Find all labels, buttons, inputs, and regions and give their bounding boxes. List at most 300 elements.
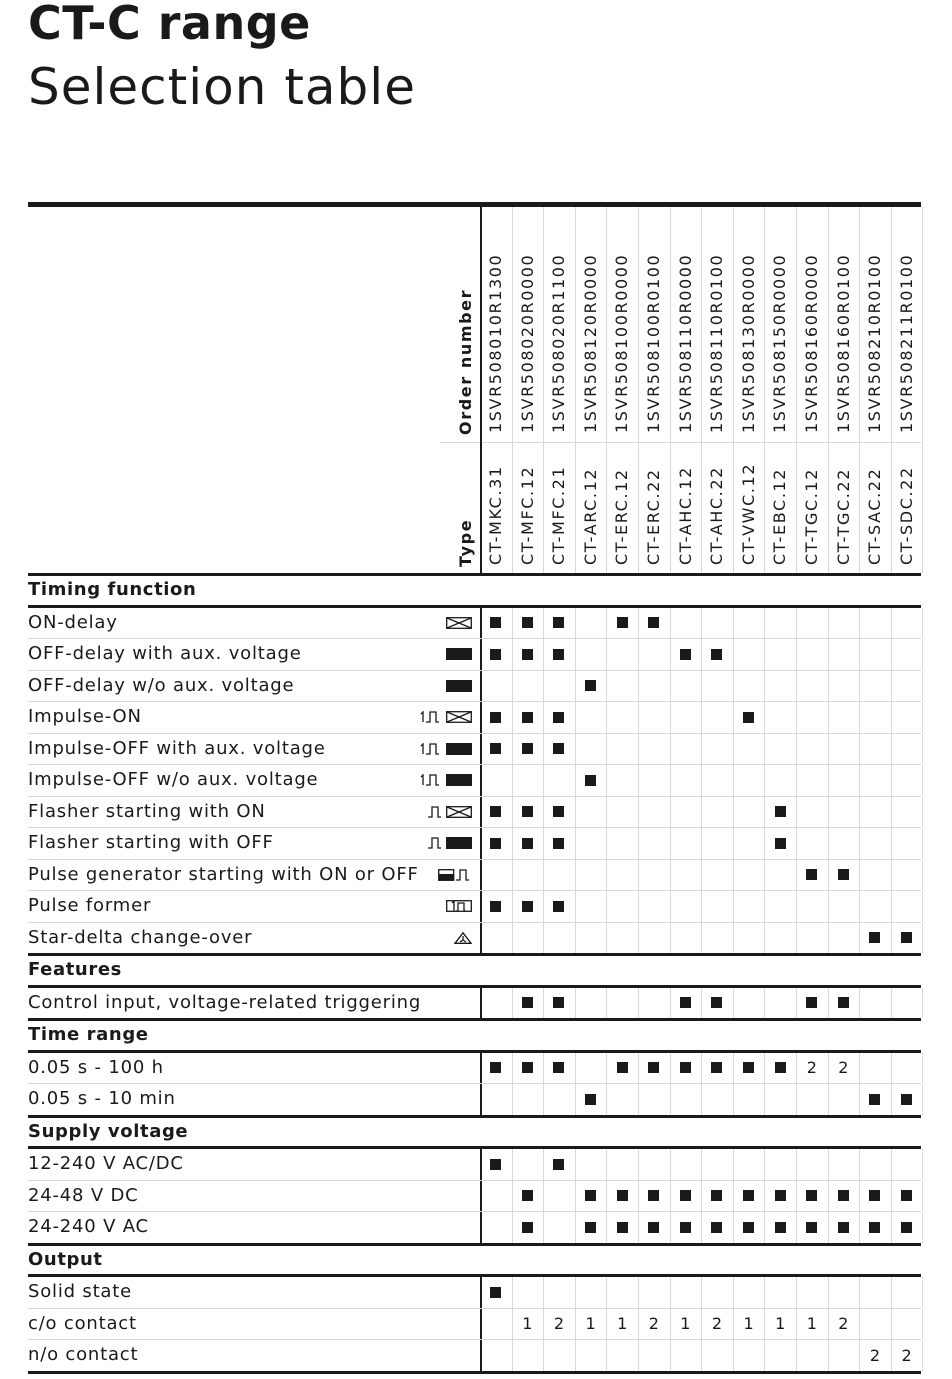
table-cell bbox=[701, 1212, 733, 1243]
column-divider bbox=[859, 1277, 860, 1308]
table-row bbox=[28, 1340, 921, 1371]
table-cell bbox=[670, 1309, 702, 1340]
cell-value: 1 bbox=[806, 1314, 817, 1334]
row-label: n/o contact bbox=[28, 1344, 139, 1365]
column-divider bbox=[733, 765, 734, 796]
table-cell bbox=[512, 1309, 544, 1340]
selected-mark bbox=[617, 1222, 628, 1233]
type-name: CT-VWC.12 bbox=[738, 462, 758, 565]
row-label: Pulse generator starting with ON or OFF bbox=[28, 863, 419, 885]
row-label: OFF-delay with aux. voltage bbox=[28, 643, 302, 664]
order-number: 1SVR508211R0100 bbox=[896, 253, 916, 433]
selected-mark bbox=[585, 1222, 596, 1233]
column-divider bbox=[480, 1084, 482, 1115]
column-divider bbox=[733, 828, 734, 859]
column-divider bbox=[859, 860, 860, 891]
selected-mark bbox=[680, 997, 691, 1008]
table-cell bbox=[512, 828, 544, 859]
selected-mark bbox=[553, 838, 564, 849]
column-divider bbox=[606, 1149, 607, 1180]
selected-mark bbox=[680, 1190, 691, 1201]
flasher-off-icon bbox=[428, 837, 472, 853]
column-divider bbox=[828, 891, 829, 922]
table-cell bbox=[764, 797, 796, 828]
selected-mark bbox=[711, 1190, 722, 1201]
table-cell bbox=[575, 765, 607, 796]
column-divider bbox=[606, 891, 607, 922]
column-divider bbox=[922, 923, 923, 954]
cell-value: 1 bbox=[775, 1314, 786, 1334]
column-divider bbox=[575, 639, 576, 670]
column-divider bbox=[512, 207, 513, 573]
column-divider bbox=[575, 207, 576, 573]
column-divider bbox=[859, 891, 860, 922]
column-divider bbox=[891, 1277, 892, 1308]
cell-value: 2 bbox=[838, 1058, 849, 1078]
column-divider bbox=[638, 797, 639, 828]
column-divider bbox=[733, 207, 734, 573]
table-row bbox=[28, 671, 921, 702]
table-cell bbox=[512, 1181, 544, 1212]
column-divider bbox=[828, 1340, 829, 1371]
column-divider bbox=[859, 797, 860, 828]
column-divider bbox=[796, 671, 797, 702]
column-divider bbox=[796, 734, 797, 765]
table-row bbox=[28, 860, 921, 891]
cell-value: 2 bbox=[838, 1314, 849, 1334]
selected-mark bbox=[522, 1222, 533, 1233]
table-cell bbox=[764, 1181, 796, 1212]
table-row bbox=[28, 1212, 921, 1243]
column-divider bbox=[638, 1277, 639, 1308]
selected-mark bbox=[585, 1094, 596, 1105]
row-label: Solid state bbox=[28, 1281, 132, 1302]
column-divider bbox=[891, 1309, 892, 1340]
table-cell bbox=[575, 1309, 607, 1340]
selected-mark bbox=[743, 1222, 754, 1233]
pulse-former-icon bbox=[446, 900, 472, 916]
column-divider bbox=[606, 671, 607, 702]
table-cell bbox=[891, 1340, 923, 1371]
cell-value: 1 bbox=[585, 1314, 596, 1334]
column-divider bbox=[764, 1340, 765, 1371]
table-cell bbox=[859, 1084, 891, 1115]
selected-mark bbox=[743, 712, 754, 723]
column-divider bbox=[701, 797, 702, 828]
column-divider bbox=[733, 1149, 734, 1180]
column-divider bbox=[606, 1340, 607, 1371]
table-cell bbox=[638, 608, 670, 639]
table-cell bbox=[701, 1181, 733, 1212]
column-divider bbox=[606, 1277, 607, 1308]
selected-mark bbox=[838, 1190, 849, 1201]
column-divider bbox=[575, 797, 576, 828]
cell-value: 2 bbox=[648, 1314, 659, 1334]
column-divider bbox=[701, 765, 702, 796]
table-cell bbox=[480, 1277, 512, 1308]
column-divider bbox=[922, 1084, 923, 1115]
order-number: 1SVR508100R0000 bbox=[612, 253, 632, 433]
on-delay-icon bbox=[446, 617, 472, 633]
table-row bbox=[28, 639, 921, 670]
selected-mark bbox=[648, 1062, 659, 1073]
column-divider bbox=[543, 923, 544, 954]
column-divider bbox=[638, 639, 639, 670]
type-name: CT-MFC.12 bbox=[517, 465, 537, 565]
table-cell bbox=[733, 1053, 765, 1084]
table-cell bbox=[828, 1181, 860, 1212]
selected-mark bbox=[553, 1062, 564, 1073]
selected-mark bbox=[522, 838, 533, 849]
column-divider bbox=[891, 891, 892, 922]
column-divider bbox=[859, 639, 860, 670]
column-divider bbox=[828, 1277, 829, 1308]
column-divider bbox=[480, 860, 482, 891]
column-divider bbox=[670, 1277, 671, 1308]
selected-mark bbox=[901, 932, 912, 943]
selected-mark bbox=[711, 649, 722, 660]
selected-mark bbox=[869, 1094, 880, 1105]
column-divider bbox=[480, 1181, 482, 1212]
table-cell bbox=[543, 1149, 575, 1180]
column-divider bbox=[575, 1053, 576, 1084]
table-cell bbox=[480, 702, 512, 733]
selected-mark bbox=[901, 1190, 912, 1201]
column-divider bbox=[828, 702, 829, 733]
selected-mark bbox=[743, 1062, 754, 1073]
table-cell bbox=[828, 1309, 860, 1340]
section-title: Features bbox=[28, 959, 122, 980]
column-divider bbox=[733, 988, 734, 1019]
column-divider bbox=[512, 1149, 513, 1180]
column-divider bbox=[670, 702, 671, 733]
table-cell bbox=[575, 1181, 607, 1212]
column-divider bbox=[670, 608, 671, 639]
table-cell bbox=[796, 1181, 828, 1212]
column-divider bbox=[764, 734, 765, 765]
column-divider bbox=[480, 765, 482, 796]
off-delay-icon bbox=[446, 648, 472, 664]
column-divider bbox=[764, 923, 765, 954]
table-cell bbox=[859, 1340, 891, 1371]
table-row bbox=[28, 828, 921, 859]
column-divider bbox=[796, 1149, 797, 1180]
selected-mark bbox=[711, 997, 722, 1008]
column-divider bbox=[733, 639, 734, 670]
column-divider bbox=[859, 765, 860, 796]
column-divider bbox=[606, 860, 607, 891]
table-row bbox=[28, 1181, 921, 1212]
type-name: CT-ERC.22 bbox=[644, 468, 663, 565]
table-cell bbox=[859, 1181, 891, 1212]
column-divider bbox=[606, 765, 607, 796]
column-divider bbox=[670, 828, 671, 859]
column-divider bbox=[512, 1084, 513, 1115]
column-divider bbox=[670, 891, 671, 922]
column-divider bbox=[922, 608, 923, 639]
cell-value: 2 bbox=[711, 1314, 723, 1334]
column-divider bbox=[828, 207, 829, 573]
table-cell bbox=[543, 797, 575, 828]
row-label: Impulse-OFF w/o aux. voltage bbox=[28, 769, 319, 790]
column-divider bbox=[828, 671, 829, 702]
row-label: 24-48 V DC bbox=[28, 1184, 139, 1206]
row-label: 0.05 s - 10 min bbox=[28, 1088, 176, 1109]
table-cell bbox=[512, 891, 544, 922]
flasher-on-icon bbox=[428, 806, 472, 822]
column-divider bbox=[670, 1084, 671, 1115]
column-divider bbox=[606, 702, 607, 733]
table-cell bbox=[480, 1053, 512, 1084]
column-divider bbox=[828, 734, 829, 765]
section-title: Timing function bbox=[28, 579, 197, 600]
column-divider bbox=[859, 671, 860, 702]
column-divider bbox=[891, 860, 892, 891]
column-divider bbox=[638, 734, 639, 765]
column-divider bbox=[701, 891, 702, 922]
table-cell bbox=[764, 828, 796, 859]
table-cell bbox=[512, 608, 544, 639]
section-title: Supply voltage bbox=[28, 1120, 189, 1142]
selected-mark bbox=[522, 806, 533, 817]
column-divider bbox=[575, 891, 576, 922]
column-divider bbox=[922, 671, 923, 702]
column-divider bbox=[796, 797, 797, 828]
column-divider bbox=[512, 860, 513, 891]
selected-mark bbox=[490, 743, 501, 754]
selected-mark bbox=[553, 806, 564, 817]
cell-value: 1 bbox=[522, 1314, 533, 1334]
order-number: 1SVR508010R1300 bbox=[486, 253, 505, 433]
table-row bbox=[28, 734, 921, 765]
column-divider bbox=[575, 702, 576, 733]
column-divider bbox=[670, 671, 671, 702]
selected-mark bbox=[553, 997, 564, 1008]
column-divider bbox=[859, 828, 860, 859]
selected-mark bbox=[617, 617, 628, 628]
order-number: 1SVR508110R0100 bbox=[707, 253, 727, 433]
column-divider bbox=[922, 1309, 923, 1340]
selected-mark bbox=[522, 1190, 533, 1201]
table-cell bbox=[891, 923, 923, 954]
column-divider bbox=[670, 207, 671, 573]
selected-mark bbox=[711, 1222, 722, 1233]
column-divider bbox=[764, 891, 765, 922]
column-divider bbox=[733, 860, 734, 891]
table-cell bbox=[764, 1212, 796, 1243]
selected-mark bbox=[838, 997, 849, 1008]
table-cell bbox=[606, 608, 638, 639]
column-divider bbox=[701, 1149, 702, 1180]
column-divider bbox=[701, 702, 702, 733]
column-divider bbox=[670, 860, 671, 891]
selected-mark bbox=[553, 901, 564, 912]
table-cell bbox=[733, 1212, 765, 1243]
column-divider bbox=[796, 923, 797, 954]
selected-mark bbox=[648, 1190, 659, 1201]
order-number: 1SVR508020R0000 bbox=[517, 253, 537, 433]
table-cell bbox=[480, 734, 512, 765]
table-row bbox=[28, 891, 921, 922]
column-divider bbox=[701, 828, 702, 859]
column-divider bbox=[764, 765, 765, 796]
column-divider bbox=[891, 608, 892, 639]
selected-mark bbox=[490, 838, 501, 849]
column-divider bbox=[606, 734, 607, 765]
column-divider bbox=[701, 1084, 702, 1115]
table-cell bbox=[670, 1212, 702, 1243]
order-number: 1SVR508160R0100 bbox=[833, 253, 853, 433]
column-divider bbox=[638, 207, 639, 573]
selected-mark bbox=[838, 869, 849, 880]
selected-mark bbox=[490, 806, 501, 817]
column-divider bbox=[796, 1340, 797, 1371]
table-cell bbox=[543, 608, 575, 639]
column-divider bbox=[543, 860, 544, 891]
type-name: CT-SDC.22 bbox=[896, 466, 916, 565]
column-divider bbox=[859, 1149, 860, 1180]
cell-value: 1 bbox=[743, 1314, 754, 1334]
table-row bbox=[28, 1149, 921, 1180]
type-name: CT-MFC.21 bbox=[549, 465, 569, 565]
column-divider bbox=[512, 923, 513, 954]
column-divider bbox=[733, 891, 734, 922]
table-cell bbox=[480, 891, 512, 922]
selected-mark bbox=[522, 1062, 533, 1073]
column-divider bbox=[638, 988, 639, 1019]
table-cell bbox=[543, 988, 575, 1019]
section-title: Time range bbox=[28, 1024, 149, 1045]
row-label: ON-delay bbox=[28, 611, 118, 633]
table-cell bbox=[796, 988, 828, 1019]
impulse-off-icon bbox=[420, 774, 472, 790]
table-cell bbox=[670, 1181, 702, 1212]
impulse-off-icon bbox=[420, 743, 472, 759]
column-divider bbox=[891, 1053, 892, 1084]
row-label: Flasher starting with ON bbox=[28, 800, 266, 822]
column-divider bbox=[575, 1277, 576, 1308]
column-divider bbox=[828, 923, 829, 954]
order-number: 1SVR508110R0000 bbox=[675, 253, 695, 433]
table-cell bbox=[891, 1181, 923, 1212]
type-name: CT-ARC.12 bbox=[580, 467, 600, 565]
column-divider bbox=[733, 1340, 734, 1371]
selected-mark bbox=[490, 1159, 501, 1170]
order-number: 1SVR508150R0000 bbox=[770, 253, 790, 433]
column-divider bbox=[512, 765, 513, 796]
column-divider bbox=[859, 1309, 860, 1340]
column-divider bbox=[575, 860, 576, 891]
page-title: CT-C range bbox=[28, 0, 311, 50]
column-divider bbox=[638, 671, 639, 702]
table-cell bbox=[891, 1212, 923, 1243]
order-number: 1SVR508020R1100 bbox=[549, 253, 569, 433]
column-divider bbox=[480, 923, 482, 954]
column-divider bbox=[891, 734, 892, 765]
column-divider bbox=[891, 797, 892, 828]
column-divider bbox=[670, 734, 671, 765]
table-cell bbox=[828, 860, 860, 891]
table-cell bbox=[638, 1181, 670, 1212]
table-cell bbox=[543, 1309, 575, 1340]
column-divider bbox=[606, 988, 607, 1019]
selected-mark bbox=[617, 1062, 628, 1073]
row-label: Pulse former bbox=[28, 895, 152, 916]
column-divider bbox=[828, 1084, 829, 1115]
selected-mark bbox=[490, 901, 501, 912]
off-delay-icon bbox=[446, 680, 472, 696]
table-cell bbox=[701, 1309, 733, 1340]
column-divider bbox=[922, 891, 923, 922]
table-cell bbox=[828, 1212, 860, 1243]
column-divider bbox=[891, 988, 892, 1019]
column-divider bbox=[796, 608, 797, 639]
table-row bbox=[28, 1309, 921, 1340]
type-name: CT-AHC.12 bbox=[675, 466, 695, 565]
selected-mark bbox=[585, 680, 596, 691]
type-label: Type bbox=[456, 518, 475, 567]
selected-mark bbox=[806, 869, 817, 880]
table-cell bbox=[606, 1309, 638, 1340]
column-divider bbox=[733, 923, 734, 954]
table-cell bbox=[606, 1181, 638, 1212]
section-title: Output bbox=[28, 1248, 103, 1270]
table-cell bbox=[796, 860, 828, 891]
column-divider bbox=[764, 671, 765, 702]
table-cell bbox=[543, 702, 575, 733]
column-divider bbox=[638, 1149, 639, 1180]
selected-mark bbox=[680, 649, 691, 660]
table-cell bbox=[828, 988, 860, 1019]
column-divider bbox=[796, 828, 797, 859]
table-cell bbox=[638, 1053, 670, 1084]
selected-mark bbox=[743, 1190, 754, 1201]
column-divider bbox=[670, 797, 671, 828]
order-number: 1SVR508210R0100 bbox=[865, 253, 885, 433]
column-divider bbox=[638, 702, 639, 733]
column-divider bbox=[859, 1053, 860, 1084]
selected-mark bbox=[901, 1222, 912, 1233]
column-divider bbox=[891, 765, 892, 796]
column-divider bbox=[638, 891, 639, 922]
table-cell bbox=[796, 1053, 828, 1084]
column-divider bbox=[828, 639, 829, 670]
column-divider bbox=[922, 1053, 923, 1084]
column-divider bbox=[480, 1340, 482, 1371]
selected-mark bbox=[806, 1190, 817, 1201]
column-divider bbox=[922, 207, 923, 573]
column-divider bbox=[891, 1149, 892, 1180]
table-cell bbox=[512, 702, 544, 733]
table-row bbox=[28, 765, 921, 796]
table-cell bbox=[543, 891, 575, 922]
column-divider bbox=[670, 923, 671, 954]
column-divider bbox=[638, 1340, 639, 1371]
section-header bbox=[28, 1021, 921, 1050]
selected-mark bbox=[522, 617, 533, 628]
cell-value: 2 bbox=[806, 1058, 817, 1078]
column-divider bbox=[543, 1277, 544, 1308]
column-divider bbox=[922, 765, 923, 796]
table-row bbox=[28, 797, 921, 828]
column-divider bbox=[701, 207, 702, 573]
selected-mark bbox=[869, 1222, 880, 1233]
selected-mark bbox=[711, 1062, 722, 1073]
column-divider bbox=[638, 828, 639, 859]
column-divider bbox=[922, 1212, 923, 1243]
star-delta-icon bbox=[454, 932, 472, 948]
table-cell bbox=[764, 1053, 796, 1084]
